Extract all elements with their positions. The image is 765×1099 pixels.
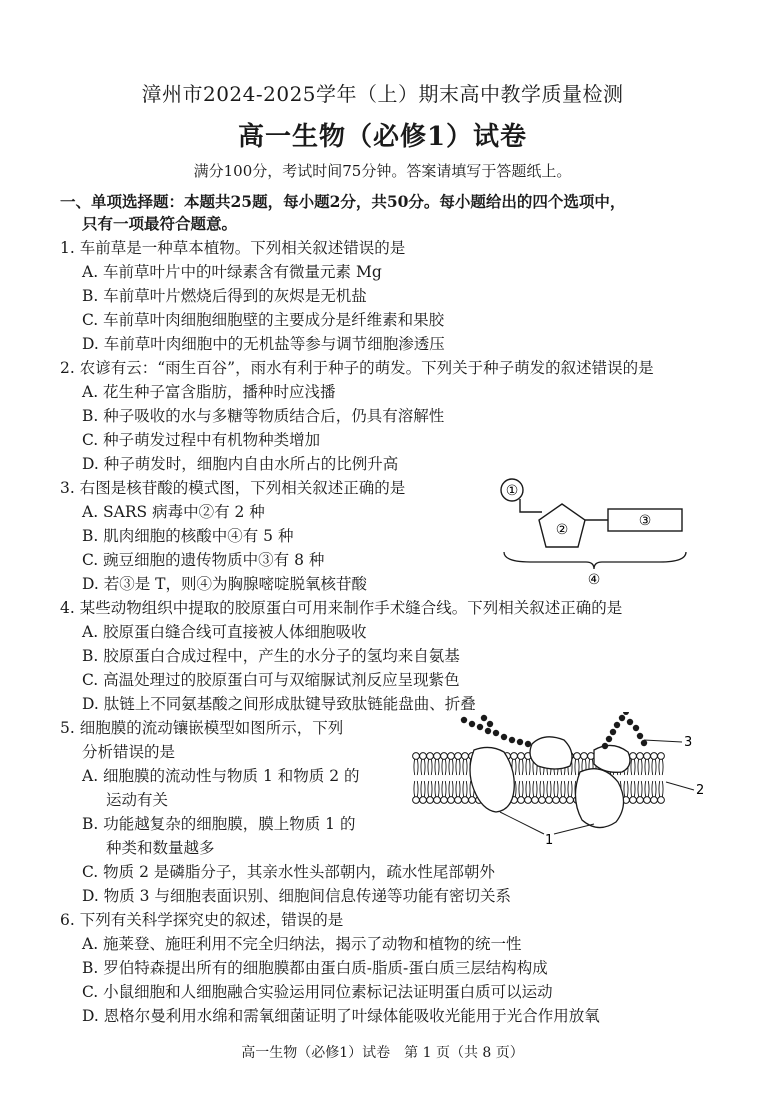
phospholipid-tail: [519, 781, 523, 797]
phospholipid-head: [420, 753, 427, 760]
phospholipid-head: [546, 797, 553, 804]
q6-option-d: D. 恩格尔曼利用水绵和需氧细菌证明了叶绿体能吸收光能用于光合作用放氧: [82, 1007, 600, 1025]
phospholipid-head: [518, 753, 525, 760]
phosphate-bond: [520, 499, 542, 512]
phospholipid-tail: [652, 759, 656, 775]
phospholipid-head: [658, 753, 665, 760]
phospholipid-head: [434, 753, 441, 760]
phospholipid-tail: [519, 759, 523, 775]
q6-option-c: C. 小鼠细胞和人细胞融合实验运用同位素标记法证明蛋白质可以运动: [82, 983, 553, 1001]
phospholipid-head: [581, 753, 588, 760]
phospholipid-head: [637, 797, 644, 804]
phospholipid-head: [651, 797, 658, 804]
phospholipid-tail: [421, 759, 425, 775]
phospholipid-tail: [442, 781, 446, 797]
phospholipid-tail: [631, 781, 635, 797]
phospholipid-head: [448, 797, 455, 804]
phospholipid-tail: [547, 781, 551, 797]
q2-option-a: A. 花生种子富含脂肪，播种时应浅播: [82, 383, 336, 401]
membrane-diagram: [404, 712, 716, 852]
phospholipid-head: [448, 753, 455, 760]
phospholipid-tail: [652, 781, 656, 797]
q2-option-b: B. 种子吸收的水与多糖等物质结合后，仍具有溶解性: [82, 407, 445, 425]
q2-option-d: D. 种子萌发时，细胞内自由水所占的比例升高: [82, 455, 399, 473]
q4-option-b: B. 胶原蛋白合成过程中，产生的水分子的氢均来自氨基: [82, 647, 460, 665]
phospholipid-tail: [414, 781, 418, 797]
glycoprotein-chain-left: [461, 715, 531, 747]
phospholipid-head: [658, 797, 665, 804]
fig-label-3: 3: [684, 735, 693, 750]
q4-option-c: C. 高温处理过的胶原蛋白可与双缩脲试剂反应呈现紫色: [82, 671, 460, 689]
phospholipid-tail: [575, 759, 579, 775]
nucleotide-diagram: [490, 472, 715, 592]
fig-label-3: ③: [638, 513, 652, 529]
fig-label-1: 1: [545, 833, 554, 848]
phospholipid-head: [511, 753, 518, 760]
protein-top: [530, 737, 572, 769]
page-footer: 高一生物（必修1）试卷 第 1 页（共 8 页）: [241, 1045, 524, 1061]
exam-title-line1: 漳州市2024-2025学年（上）期末高中教学质量检测: [141, 82, 624, 106]
phospholipid-tail: [456, 759, 460, 775]
phospholipid-head: [630, 797, 637, 804]
fig-label-4: ④: [587, 572, 601, 588]
phospholipid-tail: [638, 781, 642, 797]
q6-option-b: B. 罗伯特森提出所有的细胞膜都由蛋白质-脂质-蛋白质三层结构构成: [82, 959, 548, 977]
phospholipid-tail: [645, 781, 649, 797]
q5-stem-line2: 分析错误的是: [82, 743, 176, 761]
phospholipid-head: [462, 753, 469, 760]
phospholipid-tail: [631, 759, 635, 775]
leader-2: [666, 782, 694, 790]
phospholipid-tail: [442, 759, 446, 775]
q3-option-d: D. 若③是 T，则④为胸腺嘧啶脱氧核苷酸: [82, 575, 367, 593]
q5-option-c: C. 物质 2 是磷脂分子，其亲水性头部朝内，疏水性尾部朝外: [82, 863, 495, 881]
phospholipid-tail: [463, 781, 467, 797]
q3-option-c: C. 豌豆细胞的遗传物质中③有 8 种: [82, 551, 325, 569]
q5-stem-line1: 5. 细胞膜的流动镶嵌模型如图所示，下列: [60, 719, 344, 737]
phospholipid-head: [644, 753, 651, 760]
phospholipid-head: [420, 797, 427, 804]
q6-option-a: A. 施莱登、施旺利用不完全归纳法，揭示了动物和植物的统一性: [82, 935, 522, 953]
phospholipid-tail: [540, 781, 544, 797]
phospholipid-head: [441, 753, 448, 760]
q1-option-c: C. 车前草叶肉细胞细胞壁的主要成分是纤维素和果胶: [82, 311, 445, 329]
leader-1a: [500, 812, 544, 834]
phospholipid-tail: [456, 781, 460, 797]
section-heading-line2: 只有一项最符合题意。: [82, 214, 238, 233]
exam-note: 满分100分，考试时间75分钟。答案请填写于答题纸上。: [193, 162, 572, 180]
phospholipid-tail: [645, 759, 649, 775]
phospholipid-head: [462, 797, 469, 804]
q1-option-a: A. 车前草叶片中的叶绿素含有微量元素 Mg: [82, 263, 382, 281]
phospholipid-tail: [449, 781, 453, 797]
phospholipid-head: [427, 753, 434, 760]
q4-stem: 4. 某些动物组织中提取的胶原蛋白可用来制作手术缝合线。下列相关叙述正确的是: [60, 599, 623, 617]
phospholipid-tail: [568, 781, 572, 797]
phospholipid-head: [630, 753, 637, 760]
fig-label-2: ②: [555, 522, 569, 538]
q3-stem: 3. 右图是核苷酸的模式图，下列相关叙述正确的是: [60, 479, 406, 497]
phospholipid-head: [532, 797, 539, 804]
phospholipid-head: [455, 753, 462, 760]
q1-option-b: B. 车前草叶片燃烧后得到的灰烬是无机盐: [82, 287, 367, 305]
nucleotide-brace: [504, 552, 686, 569]
phospholipid-tail: [533, 781, 537, 797]
phospholipid-tail: [526, 781, 530, 797]
phospholipid-tail: [421, 781, 425, 797]
q5-option-a-line2: 运动有关: [106, 791, 169, 809]
phospholipid-head: [525, 797, 532, 804]
q3-option-a: A. SARS 病毒中②有 2 种: [82, 503, 265, 521]
phospholipid-head: [427, 797, 434, 804]
phospholipid-head: [539, 797, 546, 804]
phospholipid-tail: [428, 759, 432, 775]
phospholipid-tail: [526, 759, 530, 775]
q5-option-b-line1: B. 功能越复杂的细胞膜，膜上物质 1 的: [82, 815, 356, 833]
q5-option-d: D. 物质 3 与细胞表面识别、细胞间信息传递等功能有密切关系: [82, 887, 511, 905]
protein-top-right: [594, 745, 630, 772]
phospholipid-head: [413, 797, 420, 804]
phospholipid-tail: [435, 781, 439, 797]
phospholipid-head: [651, 753, 658, 760]
phospholipid-head: [469, 797, 476, 804]
q3-option-b: B. 肌肉细胞的核酸中④有 5 种: [82, 527, 294, 545]
fig-label-2: 2: [696, 783, 705, 798]
phospholipid-head: [644, 797, 651, 804]
leader-3: [644, 740, 682, 742]
phospholipid-tail: [659, 759, 663, 775]
glycolipid-chain-right: [602, 712, 647, 749]
q2-stem: 2. 农谚有云：“雨生百谷”，雨水有利于种子的萌发。下列关于种子萌发的叙述错误的是: [60, 359, 654, 377]
phospholipid-tail: [624, 781, 628, 797]
phospholipid-head: [553, 797, 560, 804]
phospholipid-tail: [435, 759, 439, 775]
phospholipid-tail: [449, 759, 453, 775]
phospholipid-head: [567, 797, 574, 804]
q1-option-d: D. 车前草叶肉细胞中的无机盐等参与调节细胞渗透压: [82, 335, 445, 353]
phospholipid-tail: [638, 759, 642, 775]
q2-option-c: C. 种子萌发过程中有机物种类增加: [82, 431, 321, 449]
exam-title-line2: 高一生物（必修1）试卷: [237, 122, 528, 152]
phospholipid-head: [441, 797, 448, 804]
phospholipid-head: [637, 753, 644, 760]
leader-1b: [554, 824, 594, 834]
q4-option-a: A. 胶原蛋白缝合线可直接被人体细胞吸收: [82, 623, 367, 641]
phospholipid-tail: [414, 759, 418, 775]
phospholipid-head: [455, 797, 462, 804]
section-heading-line1: 一、单项选择题：本题共25题，每小题2分，共50分。每小题给出的四个选项中，: [60, 192, 626, 211]
q5-option-b-line2: 种类和数量越多: [106, 839, 215, 857]
q4-option-d: D. 肽链上不同氨基酸之间形成肽键导致肽链能盘曲、折叠: [82, 695, 476, 713]
protein-bottom-right: [575, 769, 623, 828]
q1-stem: 1. 车前草是一种草本植物。下列相关叙述错误的是: [60, 239, 406, 257]
phospholipid-head: [434, 797, 441, 804]
phospholipid-head: [560, 797, 567, 804]
phospholipid-tail: [428, 781, 432, 797]
fig-label-1: ①: [505, 483, 519, 499]
phospholipid-head: [574, 753, 581, 760]
phospholipid-tail: [561, 781, 565, 797]
q5-option-a-line1: A. 细胞膜的流动性与物质 1 和物质 2 的: [82, 767, 360, 785]
phospholipid-tail: [463, 759, 467, 775]
phospholipid-tail: [554, 781, 558, 797]
q6-stem: 6. 下列有关科学探究史的叙述，错误的是: [60, 911, 344, 929]
phospholipid-head: [518, 797, 525, 804]
phospholipid-tail: [659, 781, 663, 797]
phospholipid-head: [413, 753, 420, 760]
